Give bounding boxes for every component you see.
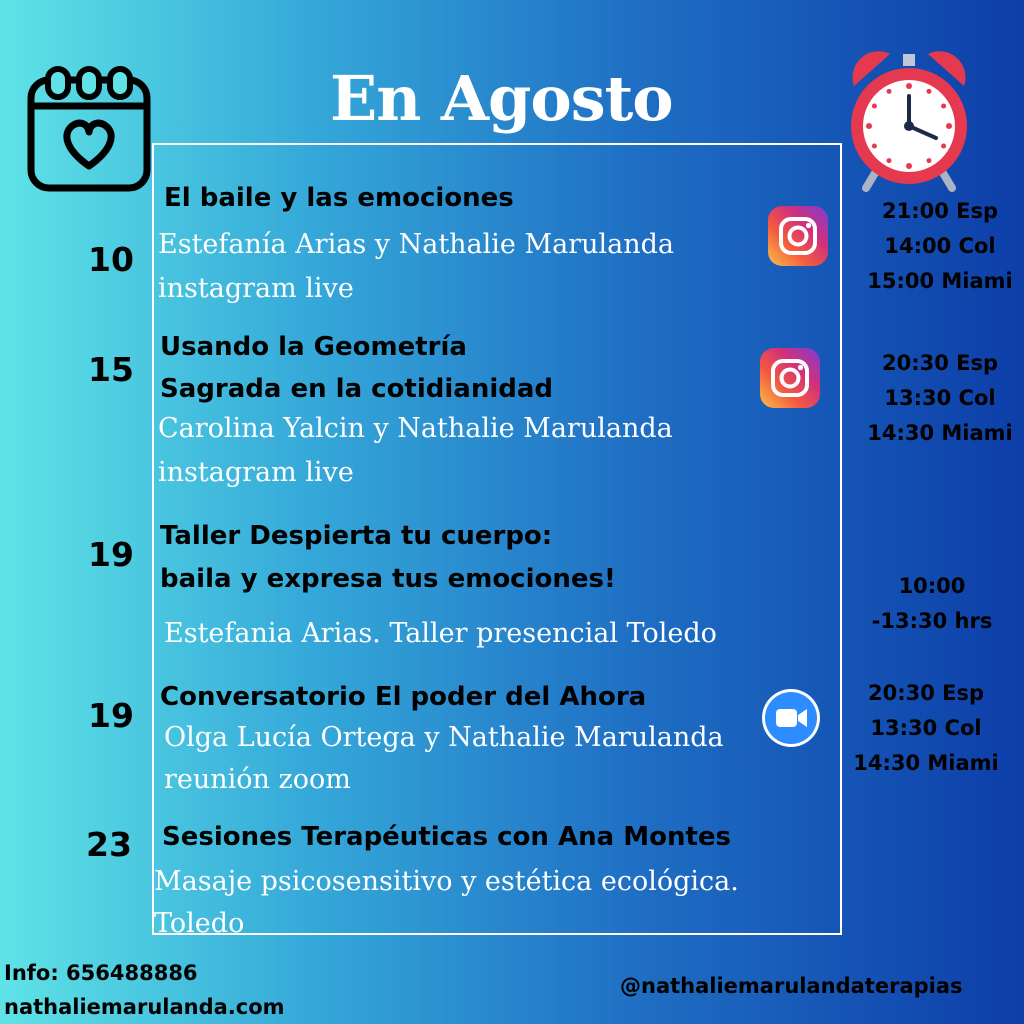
event-title: Conversatorio El poder del Ahora — [160, 682, 647, 712]
event-times — [848, 569, 1016, 639]
event-details: Estefania Arias. Taller presencial Toledo — [164, 618, 717, 649]
event-title: Usando la Geometría — [160, 332, 467, 362]
event-platform: instagram live — [158, 457, 354, 488]
event-title: Sagrada en la cotidianidad — [160, 374, 554, 404]
website-link[interactable]: nathaliemarulanda.com — [4, 995, 285, 1019]
time-col: 14:00 Col — [884, 234, 996, 258]
event-location: Toledo — [154, 908, 245, 939]
instagram-icon[interactable] — [760, 348, 820, 408]
time-miami: 14:30 Miami — [867, 421, 1013, 445]
event-details: Masaje psicosensitivo y estética ecológica. — [154, 866, 739, 897]
event-platform: instagram live — [158, 273, 354, 304]
time-col: 13:30 Col — [870, 716, 982, 740]
event-title: El baile y las emociones — [164, 183, 514, 213]
event-day: 15 — [88, 350, 134, 389]
event-day: 19 — [88, 535, 134, 574]
info-phone: Info: 656488886 — [4, 961, 198, 985]
event-day: 23 — [86, 825, 132, 864]
event-times — [856, 194, 1024, 299]
event-day: 19 — [88, 696, 134, 735]
instagram-icon[interactable] — [768, 206, 828, 266]
time-miami: 15:00 Miami — [867, 269, 1013, 293]
zoom-video-icon[interactable] — [762, 689, 820, 747]
time-end: -13:30 hrs — [871, 609, 993, 633]
event-title: Sesiones Terapéuticas con Ana Montes — [162, 822, 731, 852]
event-hosts: Carolina Yalcin y Nathalie Marulanda — [158, 413, 673, 444]
time-miami: 14:30 Miami — [853, 751, 999, 775]
event-times — [842, 676, 1010, 781]
event-day: 10 — [88, 240, 134, 279]
calendar-heart-icon — [26, 66, 152, 192]
time-esp: 20:30 Esp — [881, 351, 999, 375]
page-title: En Agosto — [330, 62, 673, 135]
event-hosts: Estefanía Arias y Nathalie Marulanda — [158, 229, 675, 260]
alarm-clock-icon — [846, 46, 972, 192]
time-esp: 21:00 Esp — [881, 199, 999, 223]
time-esp: 20:30 Esp — [867, 681, 985, 705]
event-times — [856, 346, 1024, 451]
time-col: 13:30 Col — [884, 386, 996, 410]
event-hosts: Olga Lucía Ortega y Nathalie Marulanda — [164, 722, 724, 753]
time-start: 10:00 — [898, 574, 966, 598]
social-handle[interactable]: @nathaliemarulandaterapias — [620, 974, 963, 998]
event-platform: reunión zoom — [164, 764, 351, 795]
event-title: Taller Despierta tu cuerpo: — [160, 521, 553, 551]
event-title: baila y expresa tus emociones! — [160, 564, 616, 594]
